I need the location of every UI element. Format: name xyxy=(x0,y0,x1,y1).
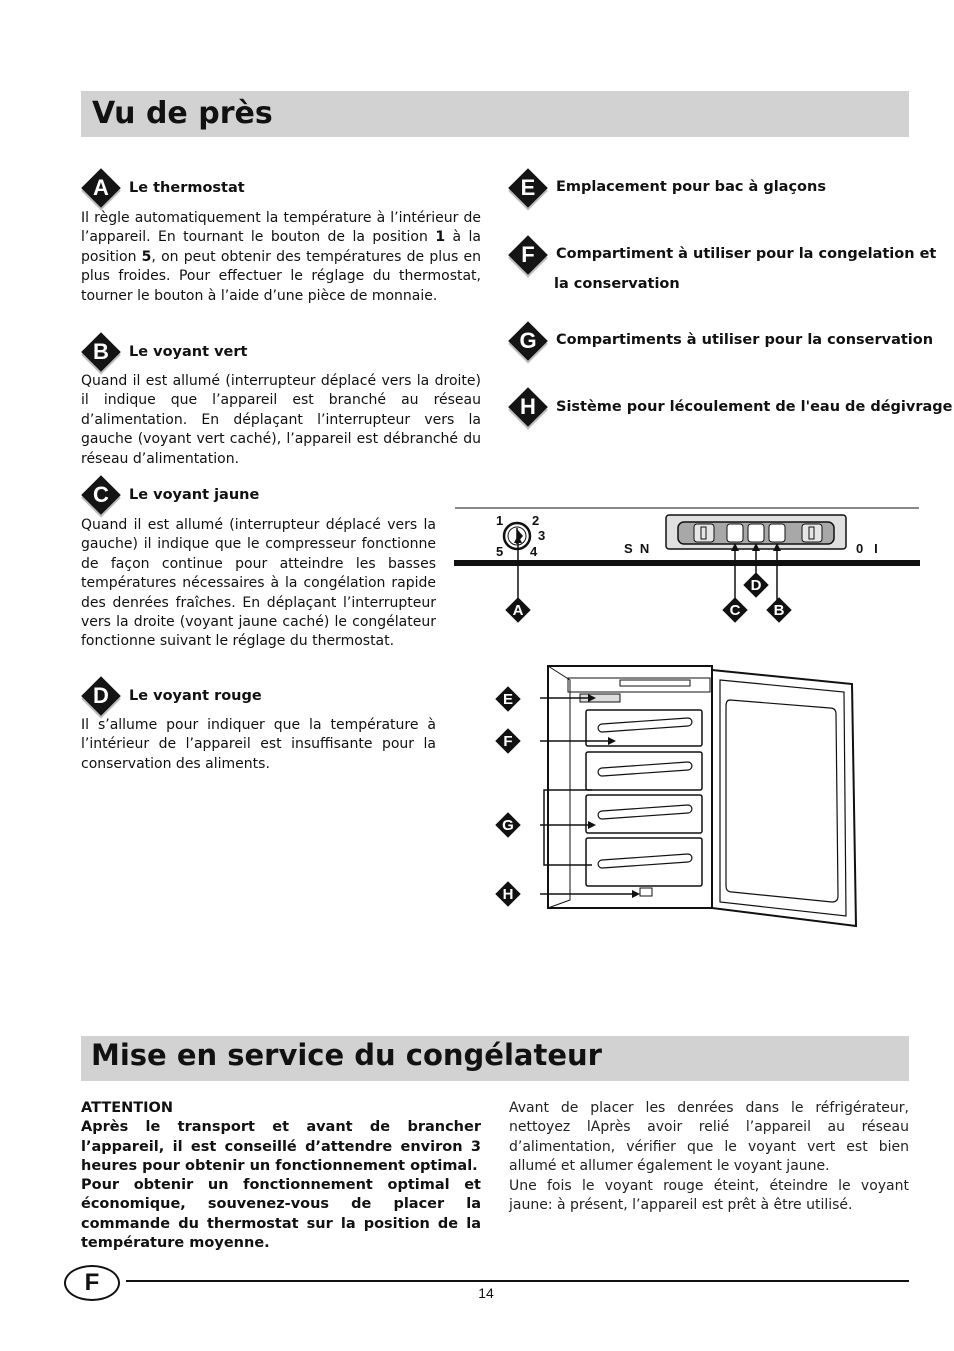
switch-left-labels: S N xyxy=(624,541,650,556)
dial-number-5: 5 xyxy=(496,544,504,559)
callout-b-label: B xyxy=(773,601,785,619)
section-title: Vu de près xyxy=(92,96,273,131)
footer-rule xyxy=(126,1280,909,1282)
marker-f-letter: F xyxy=(521,242,535,267)
callout-a-label: A xyxy=(512,601,524,619)
item-b-description: Quand il est allumé (interrupteur déplacé vers la droite) il indique que l’appareil est branché au réseau d’alimentation. En déplaçant l’interrupteur vers la gauche (voyant vert caché), l’appareil est débranché du réseau d’alimentation. xyxy=(81,373,481,467)
dial-number-2: 2 xyxy=(532,513,540,528)
attention-paragraph-2: Pour obtenir un fonctionnement optimal et économique, souvenez-vous de placer la commande du thermostat sur la position de la température moyenne. xyxy=(81,1177,481,1252)
callout-g-label: G xyxy=(502,816,514,834)
item-c-description: Quand il est allumé (interrupteur déplacé vers la gauche) il indique que le compresseur fonctionne de façon continue pour atteindre les basses températures nécessaires à la congélation rapide des denrées fraîches. En déplaçant l’interrupteur vers la droite (voyant jaune caché) le congélateur fonctionne suivant le réglage du thermostat. xyxy=(81,517,436,650)
item-a-title: Le thermostat xyxy=(129,180,245,196)
item-g-title: Compartiments à utiliser pour la conservation xyxy=(556,332,934,348)
item-d-description: Il s’allume pour indiquer que la température à l’intérieur de l’appareil est insuffisante pour la conservation des aliments. xyxy=(81,717,436,772)
dial-number-1: 1 xyxy=(496,513,504,528)
switch-right-labels: 0 I xyxy=(856,541,878,556)
attention-paragraph-1: Après le transport et avant de brancher l’appareil, il est conseillé d’attendre environ 3 heures pour obtenir un fonctionnement optimal. xyxy=(81,1119,481,1174)
callout-d-label: D xyxy=(750,576,762,594)
item-f-title-line1: Compartiment à utiliser pour la congelation et xyxy=(556,246,937,262)
marker-b-letter: B xyxy=(93,339,109,364)
marker-h-letter: H xyxy=(520,394,536,419)
section-title-2: Mise en service du congélateur xyxy=(91,1038,602,1072)
attention-heading: ATTENTION xyxy=(81,1100,173,1116)
item-b-title: Le voyant vert xyxy=(129,344,248,360)
callout-e-label: E xyxy=(502,690,513,708)
section-header-band xyxy=(81,91,909,137)
language-badge: F xyxy=(64,1265,120,1301)
callout-c-label: C xyxy=(729,601,741,619)
item-e-title: Emplacement pour bac à glaçons xyxy=(556,179,826,195)
section-header-band-2 xyxy=(81,1036,909,1081)
item-h-title: Sistème pour lécoulement de l'eau de dégivrage xyxy=(556,399,953,415)
dial-number-3: 3 xyxy=(538,528,546,543)
marker-c-letter: C xyxy=(93,482,109,507)
marker-g-letter: G xyxy=(519,328,537,353)
callout-h-label: H xyxy=(502,885,514,903)
marker-e-letter: E xyxy=(520,175,536,200)
item-d-title: Le voyant rouge xyxy=(129,688,262,704)
item-c-title: Le voyant jaune xyxy=(129,487,260,503)
setup-paragraph-2: Une fois le voyant rouge éteint, éteindre le voyant jaune: à présent, l’appareil est prêt à être utilisé. xyxy=(509,1177,909,1214)
setup-instructions xyxy=(509,1099,909,1215)
item-f-title-line2: la conservation xyxy=(554,276,680,292)
dial-number-4: 4 xyxy=(530,544,538,559)
attention-block xyxy=(81,1099,481,1253)
item-a-description: Il règle automatiquement la température à l’intérieur de l’appareil. En tournant le bouton de la position 1 à la position 5, on peut obtenir des températures de plus en plus froides. Pour effectuer le réglage du thermostat, tourner le bouton à l’aide d’une pièce de monnaie. xyxy=(81,210,482,304)
marker-d-letter: D xyxy=(93,683,109,708)
page-number: 14 xyxy=(478,1285,494,1301)
setup-paragraph-1: Avant de placer les denrées dans le réfrigérateur, nettoyez lAprès avoir relié l’appareil au réseau d’alimentation, vérifier que le voyant vert est bien allumé et allumer également le voyant jaune. xyxy=(509,1100,909,1175)
marker-a-letter: A xyxy=(93,175,109,200)
freezer-drawing xyxy=(540,660,860,930)
callout-f-label: F xyxy=(503,732,513,750)
